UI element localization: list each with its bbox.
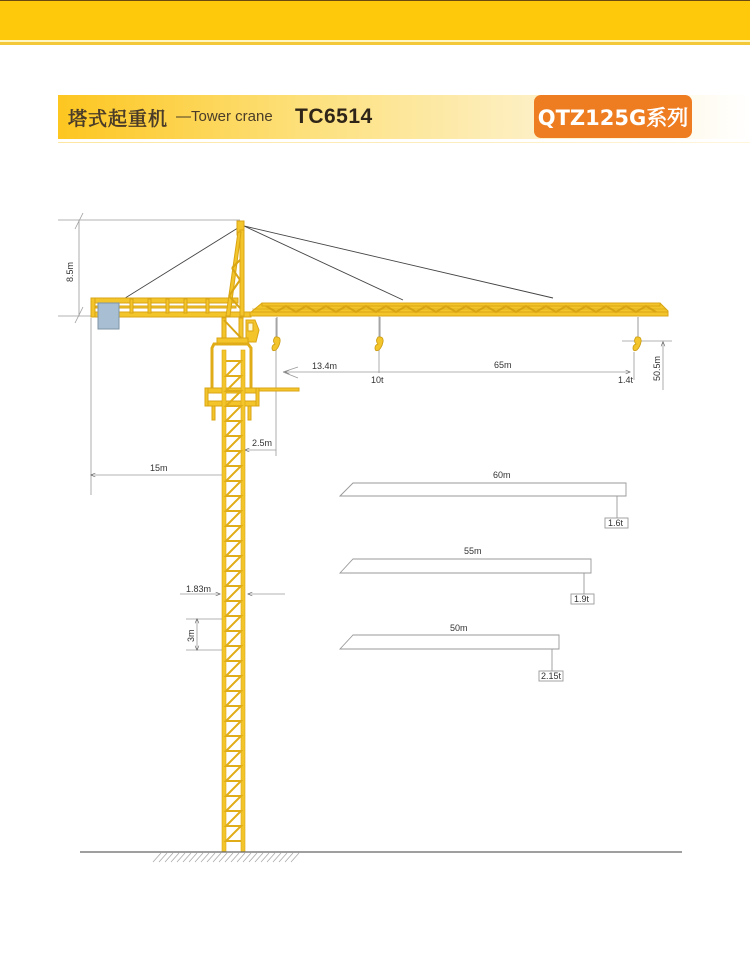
label-mast-section: 3m bbox=[186, 629, 196, 642]
label-top-height: 8.5m bbox=[65, 261, 75, 282]
title-chinese: 塔式起重机 bbox=[68, 108, 169, 130]
title-english: —Tower crane bbox=[176, 108, 273, 125]
jib-config-60m bbox=[340, 483, 628, 528]
crane-structure bbox=[91, 221, 668, 329]
label-config-60m-length: 60m bbox=[493, 470, 511, 480]
label-inner-radius: 13.4m bbox=[312, 361, 338, 371]
jib-config-55m bbox=[340, 559, 594, 604]
label-config-55m-load: 1.9t bbox=[574, 594, 590, 604]
slewing-and-climbing bbox=[205, 318, 299, 420]
label-max-load: 10t bbox=[371, 375, 384, 385]
label-config-50m-length: 50m bbox=[450, 623, 468, 633]
hook-icon bbox=[272, 337, 641, 351]
model-number: TC6514 bbox=[295, 105, 373, 128]
label-min-radius: 2.5m bbox=[252, 438, 273, 448]
label-mast-width: 1.83m bbox=[186, 584, 212, 594]
label-config-55m-length: 55m bbox=[464, 546, 482, 556]
label-jib-length: 65m bbox=[494, 360, 512, 370]
label-hook-height: 50.5m bbox=[652, 355, 662, 381]
label-tip-load: 1.4t bbox=[618, 375, 634, 385]
jib-config-50m bbox=[340, 635, 563, 681]
pendant-cables bbox=[122, 226, 553, 300]
hooks bbox=[277, 317, 638, 338]
ground-line bbox=[80, 852, 682, 862]
counterweight bbox=[98, 303, 119, 329]
series-badge: QTZ125G系列 bbox=[534, 95, 692, 138]
label-config-50m-load: 2.15t bbox=[541, 671, 562, 681]
mast-lattice bbox=[226, 361, 241, 841]
dimension-lines bbox=[58, 213, 672, 650]
label-counter-jib: 15m bbox=[150, 463, 168, 473]
label-config-60m-load: 1.6t bbox=[608, 518, 624, 528]
